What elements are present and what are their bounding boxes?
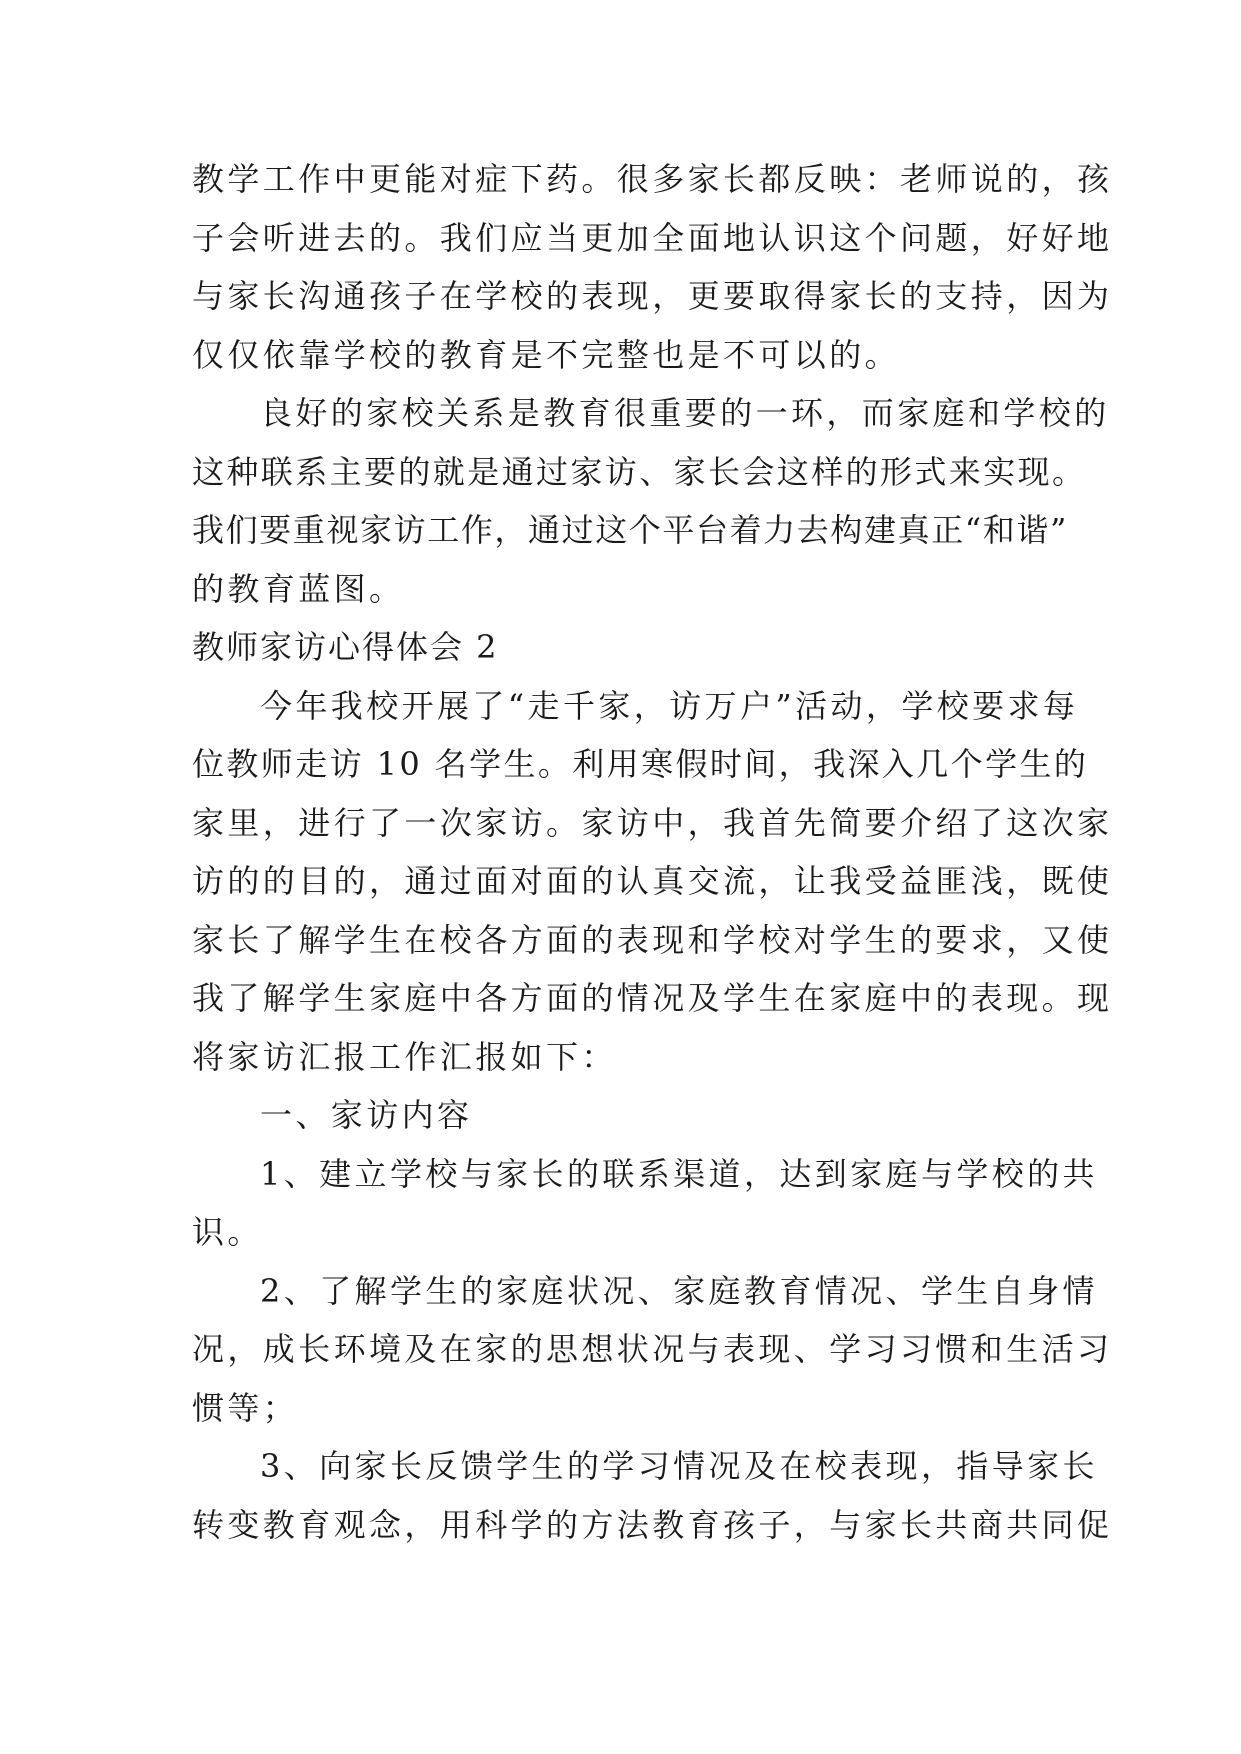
section-heading: 教师家访心得体会 2 [192,628,499,666]
text-line: 我们要重视家访工作，通过这个平台着力去构建真正“和谐” [192,511,1068,549]
text-line: 家长了解学生在校各方面的表现和学校对学生的要求，又使 [192,920,1113,959]
text-line: 我了解学生家庭中各方面的情况及学生在家庭中的表现。现 [192,979,1113,1017]
text-line: 位教师走访 10 名学生。利用寒假时间，我深入几个学生的 [192,745,1089,783]
text-line: 转变教育观念，用科学的方法教育孩子，与家长共商共同促 [192,1505,1113,1544]
text-line: 将家访汇报工作汇报如下： [192,1037,617,1076]
document-body [192,150,1113,1554]
text-line: 访的的目的，通过面对面的认真交流，让我受益匪浅，既使 [192,862,1113,900]
text-line: 这种联系主要的就是通过家访、家长会这样的形式来实现。 [192,452,1087,491]
paragraph-first-line: 今年我校开展了“走千家，访万户”活动，学校要求每 [260,686,1079,725]
list-item: 3、向家长反馈学生的学习情况及在校表现，指导家长 [260,1447,1098,1485]
text-line: 识。 [192,1213,263,1251]
text-line: 家里，进行了一次家访。家访中，我首先简要介绍了这次家 [192,803,1113,842]
text-line: 况，成长环境及在家的思想状况与表现、学习习惯和生活习 [192,1330,1113,1368]
text-line: 惯等； [192,1388,299,1427]
list-item: 1、建立学校与家长的联系渠道，达到家庭与学校的共 [260,1154,1098,1193]
text-line: 教学工作中更能对症下药。很多家长都反映：老师说的，孩 [192,160,1113,198]
list-item: 2、了解学生的家庭状况、家庭教育情况、学生自身情 [260,1271,1098,1310]
paragraph-first-line: 良好的家校关系是教育很重要的一环，而家庭和学校的 [260,394,1110,432]
text-line: 与家长沟通孩子在学校的表现，更要取得家长的支持，因为 [192,277,1113,315]
text-line: 子会听进去的。我们应当更加全面地认识这个问题，好好地 [192,218,1113,257]
list-heading: 一、家访内容 [260,1096,473,1134]
text-line: 的教育蓝图。 [192,569,405,608]
text-line: 仅仅依靠学校的教育是不完整也是不可以的。 [192,335,901,374]
